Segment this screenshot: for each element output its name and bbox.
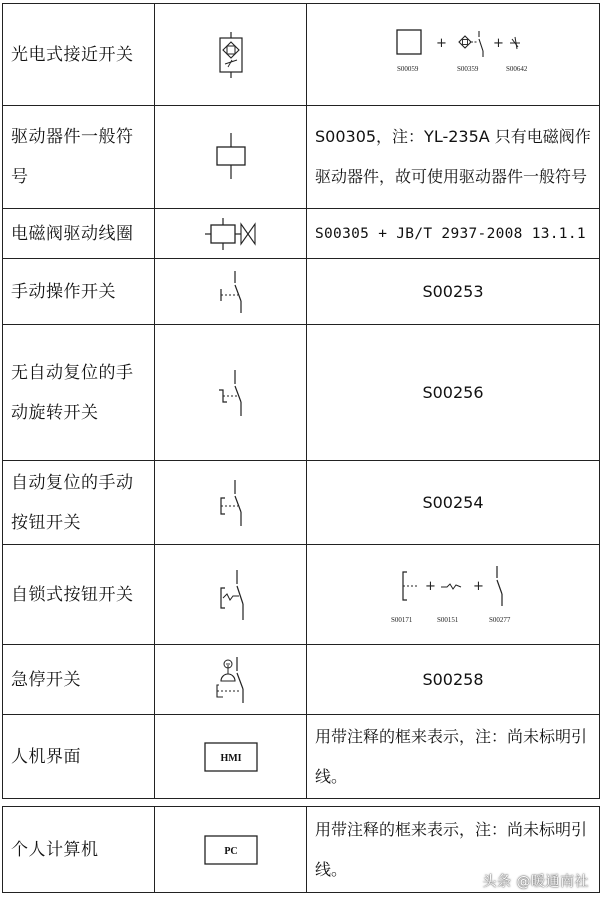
pc-label: PC [223, 845, 238, 857]
code-label: S00277 [489, 615, 511, 624]
row-desc: 用带注释的框来表示，注：尚未标明引线。 [307, 807, 600, 893]
table-row [3, 715, 600, 799]
code-label: S00359 [457, 64, 479, 73]
contact-symbol-icon [497, 566, 502, 606]
row-name: 驱动器件一般符号 [3, 106, 155, 209]
row-desc [307, 4, 600, 106]
code-composition [307, 560, 603, 630]
row-desc: S00256 [307, 325, 600, 461]
row-desc: S00253 [307, 259, 600, 325]
table-row [3, 4, 600, 106]
table-row [3, 545, 600, 645]
row-desc: 用带注释的框来表示，注：尚未标明引线。 [307, 715, 600, 799]
code-composition [307, 25, 603, 85]
table-row [3, 259, 600, 325]
plus-sign: + [425, 578, 436, 594]
code-label: S00171 [391, 615, 413, 624]
drive-device-icon [155, 106, 307, 209]
row-name: 自动复位的手动按钮开关 [3, 461, 155, 545]
symbol-table [2, 3, 600, 799]
row-name: 自锁式按钮开关 [3, 545, 155, 645]
row-desc: S00254 [307, 461, 600, 545]
code-label: S00642 [506, 64, 528, 73]
code-label: S00059 [397, 64, 419, 73]
solenoid-coil-icon [155, 209, 307, 259]
plus-sign: + [436, 35, 447, 51]
latch-symbol-icon [441, 584, 461, 589]
hmi-label: HMI [219, 752, 242, 764]
code-label: S00151 [437, 615, 459, 624]
plus-sign: + [493, 35, 504, 51]
row-name: 手动操作开关 [3, 259, 155, 325]
sensor-symbol-icon [459, 31, 483, 57]
emergency-stop-icon [155, 645, 307, 715]
table-row [3, 106, 600, 209]
hmi-box-icon [155, 715, 307, 799]
row-name: 光电式接近开关 [3, 4, 155, 106]
table-row [3, 325, 600, 461]
rotary-switch-icon [155, 325, 307, 461]
table-row [3, 645, 600, 715]
latching-button-icon [155, 545, 307, 645]
row-name: 无自动复位的手动旋转开关 [3, 325, 155, 461]
table-row [3, 461, 600, 545]
watermark: 头条 @暖通南社 [482, 874, 589, 890]
table-row [3, 209, 600, 259]
proximity-symbol-icon [510, 37, 520, 49]
row-name: 个人计算机 [3, 807, 155, 893]
pc-box-icon [155, 807, 307, 893]
manual-switch-icon [155, 259, 307, 325]
row-name: 人机界面 [3, 715, 155, 799]
plus-sign: + [473, 578, 484, 594]
row-desc [307, 545, 600, 645]
row-name: 急停开关 [3, 645, 155, 715]
row-desc: S00258 [307, 645, 600, 715]
photoelectric-switch-icon [155, 4, 307, 106]
row-desc: S00305，注：YL-235A 只有电磁阀作驱动器件，故可使用驱动器件一般符号 [307, 106, 600, 209]
push-button-icon [155, 461, 307, 545]
row-desc: S00305 + JB/T 2937-2008 13.1.1 [307, 209, 600, 259]
row-name: 电磁阀驱动线圈 [3, 209, 155, 259]
